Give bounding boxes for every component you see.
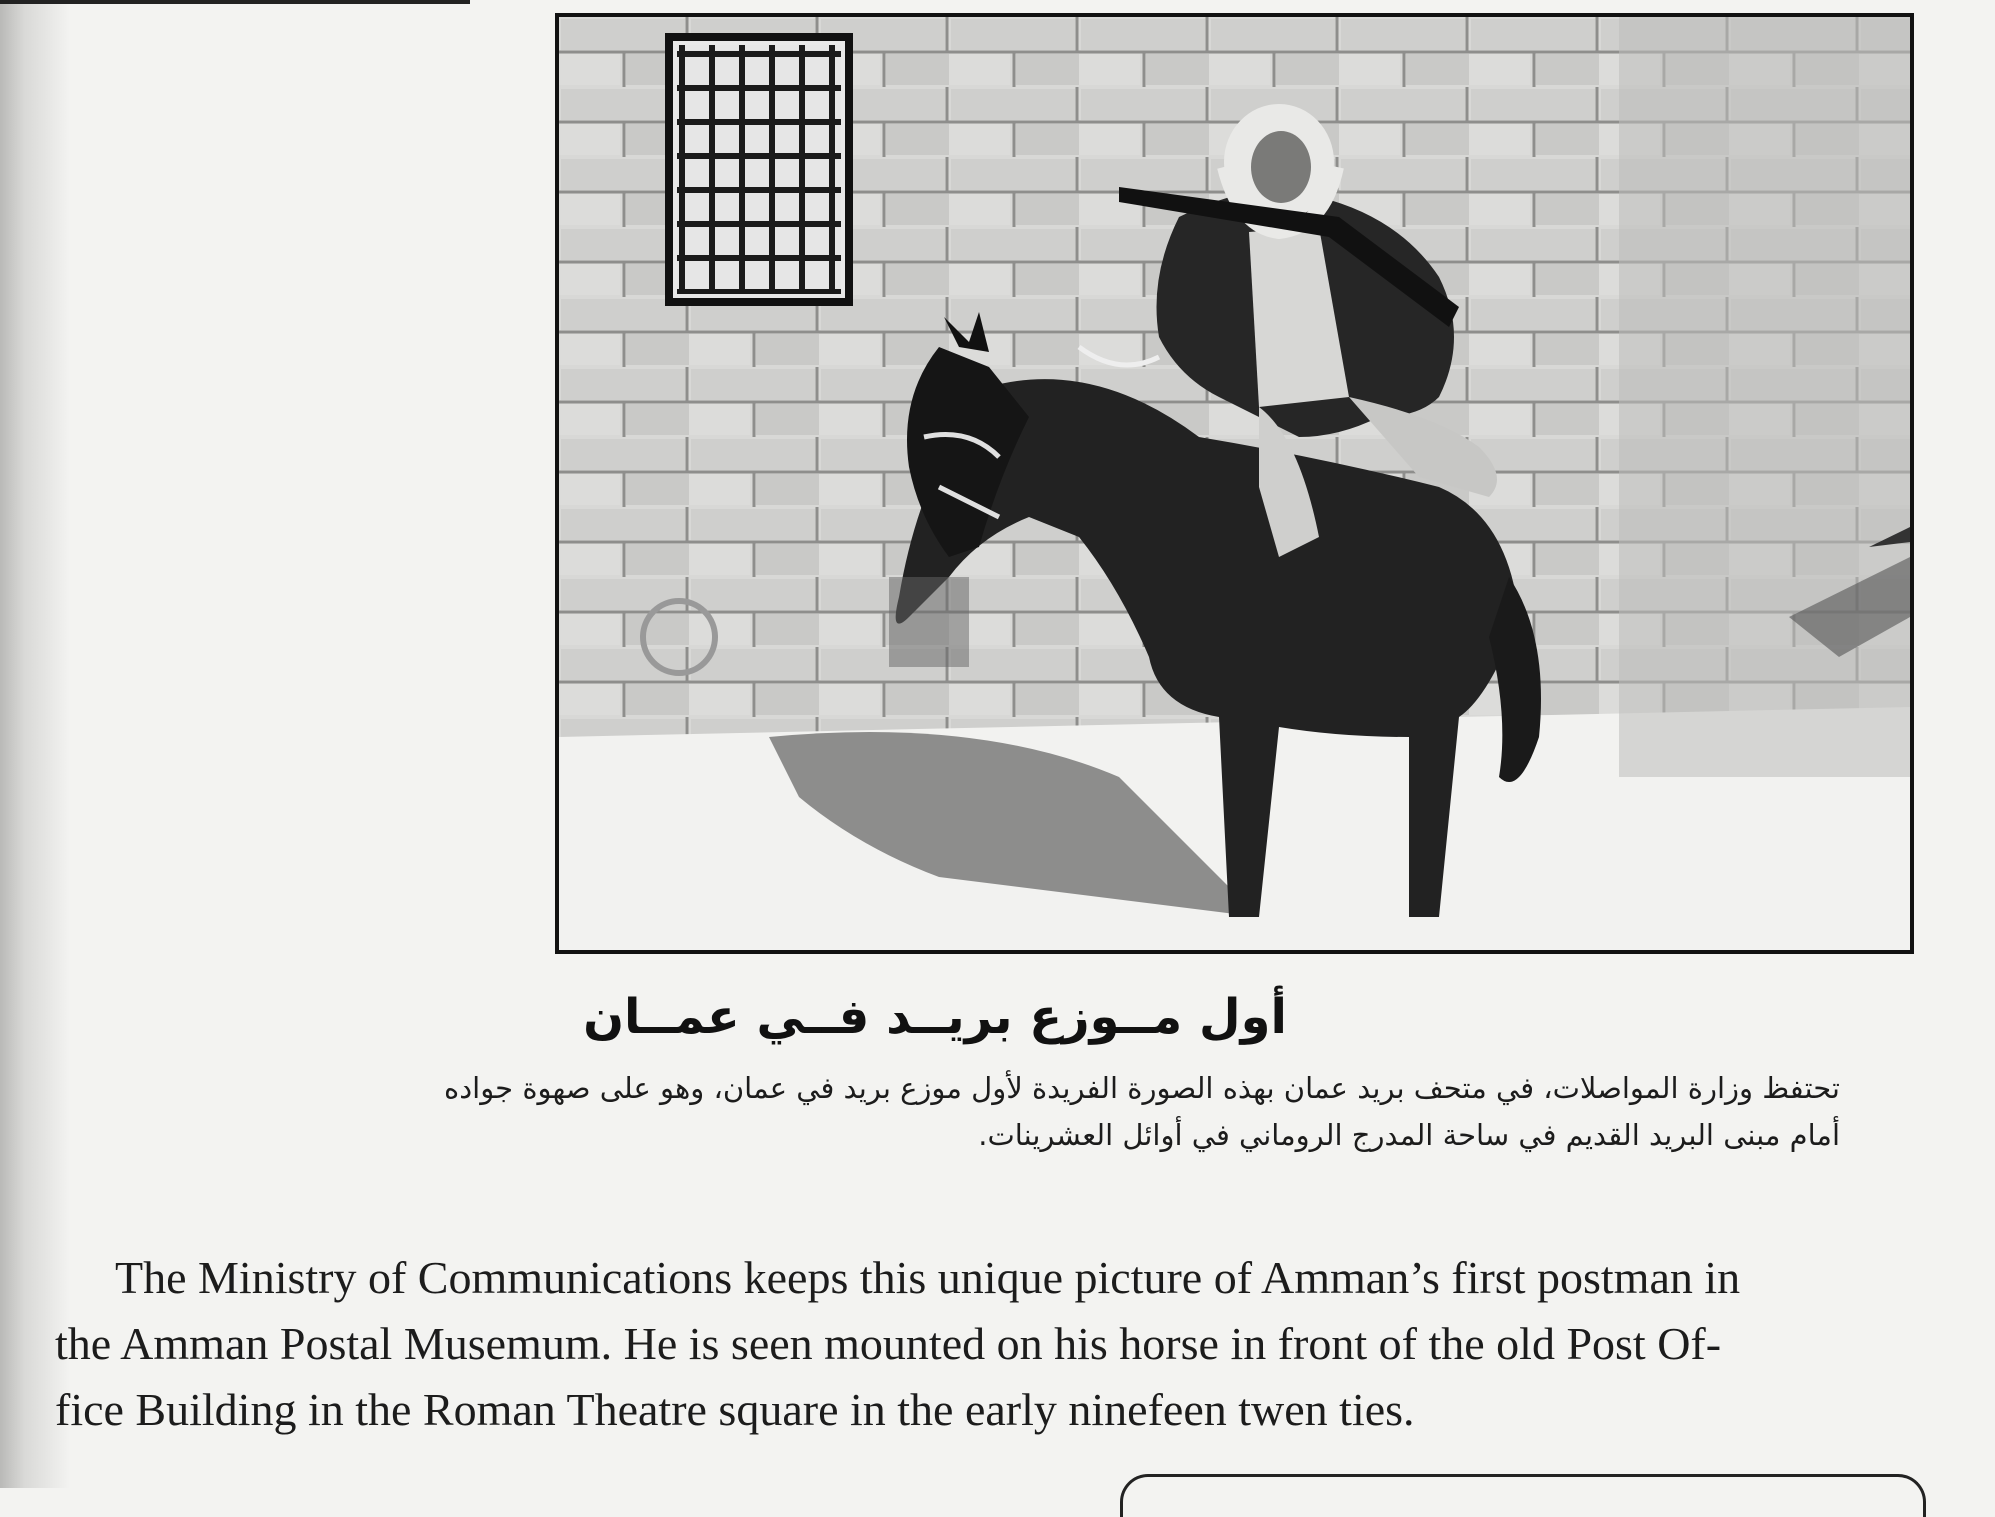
english-line-2: the Amman Postal Musemum. He is seen mounted on his horse in front of the old Post Of- bbox=[55, 1318, 1722, 1369]
arabic-line-1: تحتفظ وزارة المواصلات، في متحف بريد عمان بهذه الصورة الفريدة لأول موزع بريد في عمان، وهو على صهوة جواده bbox=[444, 1071, 1840, 1105]
arabic-paragraph bbox=[60, 1065, 1840, 1159]
english-line-1: The Ministry of Communications keeps this unique picture of Amman’s first postman in bbox=[115, 1252, 1741, 1303]
english-paragraph bbox=[55, 1245, 1915, 1443]
arabic-line-2: أمام مبنى البريد القديم في ساحة المدرج الروماني في أوائل العشرينات. bbox=[978, 1118, 1840, 1152]
caption-title-arabic: أول مــوزع بريــد فــي عمــان bbox=[583, 989, 1287, 1045]
top-rule bbox=[0, 0, 470, 4]
english-line-3: fice Building in the Roman Theatre square in the early ninefeen twen ties. bbox=[55, 1384, 1415, 1435]
postman-photograph bbox=[555, 13, 1914, 954]
bottom-rounded-frame bbox=[1120, 1474, 1926, 1517]
photo-illustration bbox=[559, 17, 1910, 950]
